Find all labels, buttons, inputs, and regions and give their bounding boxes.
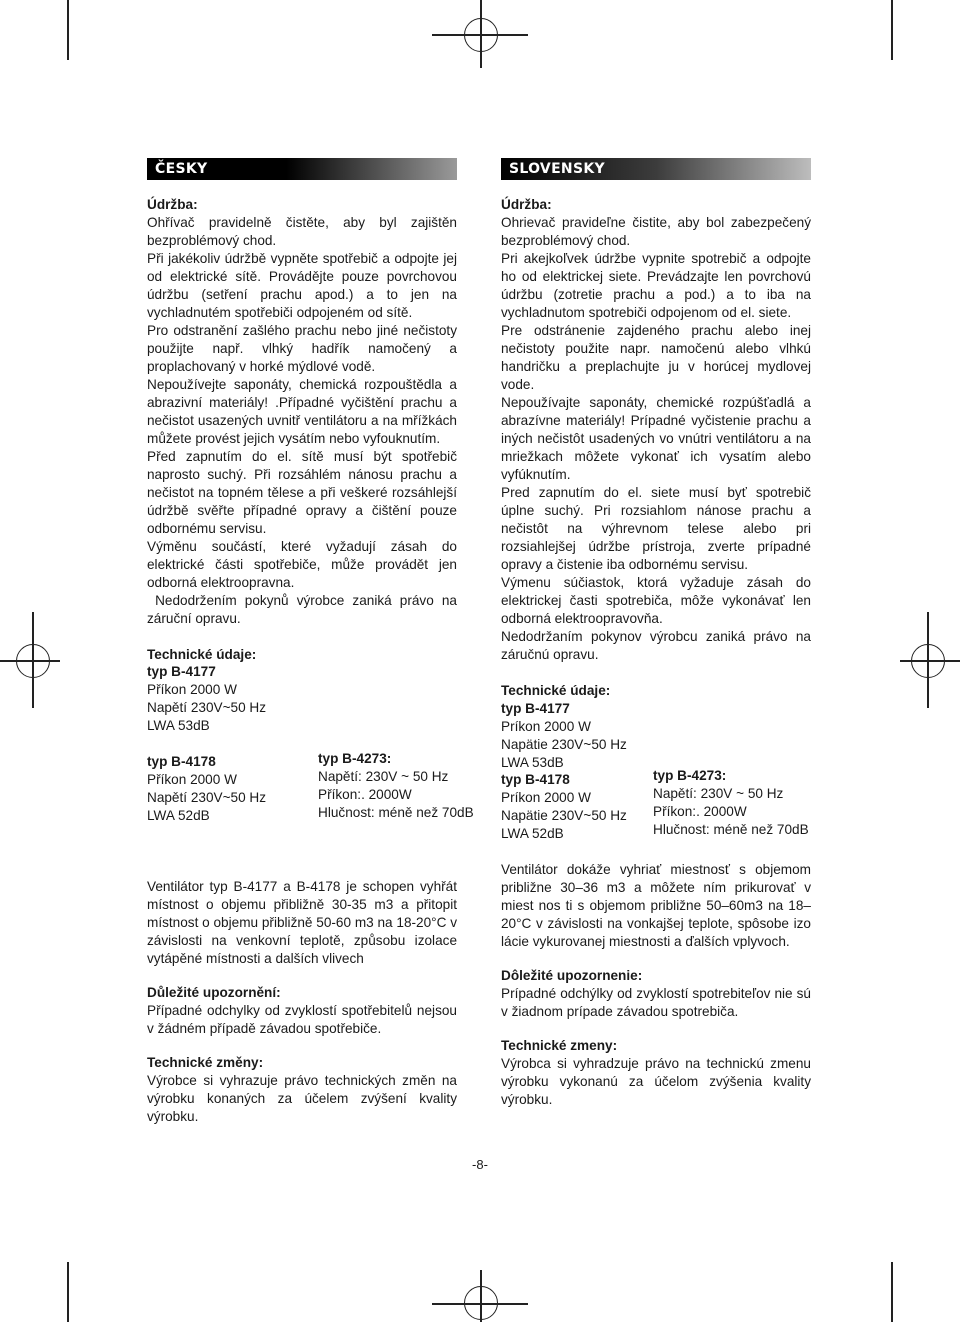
warning-text: Prípadné odchýlky od zvyklostí spotrebiteľov nie sú v žiadnom prípade závadou spotrebiča. (501, 986, 811, 1019)
maintenance-paragraph: Pri akejkoľvek údržbe vypnite spotrebič a odpojte ho od elektrickej siete. Prevádzajte len povrchovú údržbu (zotretie prachu a pod.) a to iba na vychladnutom spotrebiči odpojenom od el. siete. (501, 251, 811, 320)
spec-block-4177 (147, 663, 266, 735)
maintenance-paragraph: Při jakékoliv údržbě vypněte spotřebič a odpojte jej od elektrické sítě. Provádějte pouze povrchovou údržbu (setření prachu apod.) a to jen na vychladnutém spotřebiči odpojeném od sítě. (147, 251, 457, 320)
warning-title: Dôležité upozornenie: (501, 968, 643, 983)
spec-block-4178 (147, 753, 266, 825)
changes-text: Výrobce si vyhrazuje právo technických změn na výrobku konaných za účelem zvýšení kvality výrobku. (147, 1073, 457, 1124)
changes-text: Výrobca si vyhradzuje právo na technickú zmenu výrobku vykonanú za účelom zvýšenia kvality výrobku. (501, 1056, 811, 1107)
maintenance-paragraph: Pred zapnutím do el. siete musí byť spotrebič úplne suchý. Pri rozsiahlom nánose prachu a nečistôt na výhrevnom telese alebo pri rozsiahlejšej údržbe prístroja, zverte prípadné opravy a čistenie iba odbornému servisu. (501, 485, 811, 572)
spec-block-4178-sk (501, 771, 627, 843)
tech-specs-title: Technické údaje: (147, 647, 257, 662)
changes-title: Technické zmeny: (501, 1038, 618, 1053)
spec-model: typ B-4273: (318, 751, 392, 766)
spec-voltage: Napětí 230V~50 Hz (147, 700, 267, 715)
maintenance-paragraph: Před zapnutím do el. sítě musí být spotřebič naprosto suchý. Při rozsáhlém nánosu prachu a nečistot na topném tělese a při veškeré rozsáhlejší údržbě svěřte případné opravy a čištění pouze odbornému servisu. (147, 449, 457, 536)
spec-noise: Hlučnost: méně než 70dB (318, 805, 474, 820)
maintenance-title: Údržba: (147, 197, 198, 212)
section-header-slovak: SLOVENSKY (501, 158, 811, 180)
maintenance-paragraph: Nedodržaním pokynov výrobcu zaniká právo na záručnú opravu. (501, 629, 811, 662)
spec-noise: LWA 53dB (501, 755, 564, 770)
spec-block-4273 (318, 750, 474, 822)
spec-model: typ B-4177 (501, 701, 570, 716)
spec-noise: LWA 53dB (147, 718, 210, 733)
spec-noise: LWA 52dB (147, 808, 210, 823)
spec-voltage: Napätie 230V~50 Hz (501, 737, 627, 752)
spec-model: typ B-4178 (147, 754, 216, 769)
maintenance-paragraph: Nepoužívajte saponáty, chemické rozpúšťadlá a abrazívne materiály! Prípadné vyčistenie prachu a iných nečistôt usadených vo vnútri ventilátoru a na mriežkach môžete vykonať ich vysatím alebo vyfúknutím. (501, 395, 811, 482)
maintenance-paragraph: Nedodržením pokynů výrobce zaniká právo na záruční opravu. (147, 593, 461, 626)
czech-column (147, 158, 461, 664)
maintenance-title: Údržba: (501, 197, 552, 212)
spec-noise: LWA 52dB (501, 826, 564, 841)
slovak-footer-section (501, 861, 811, 1109)
czech-footer-section (147, 878, 457, 1126)
section-header-czech: ČESKY (147, 158, 457, 180)
spec-power: Příkon:. 2000W (653, 804, 747, 819)
spec-voltage: Napětí: 230V ~ 50 Hz (653, 786, 784, 801)
spec-power: Příkon 2000 W (147, 682, 237, 697)
spec-voltage: Napětí 230V~50 Hz (147, 790, 267, 805)
spec-block-4273-sk (653, 767, 809, 839)
spec-model: typ B-4273: (653, 768, 727, 783)
spec-voltage: Napětí: 230V ~ 50 Hz (318, 769, 449, 784)
crop-mark (891, 1262, 893, 1322)
spec-power: Příkon 2000 W (147, 772, 237, 787)
page-number: -8- (472, 1157, 488, 1172)
crop-mark (67, 1262, 69, 1322)
spec-voltage: Napätie 230V~50 Hz (501, 808, 627, 823)
maintenance-paragraph: Ohrievač pravideľne čistite, aby bol zabezpečený bezproblémový chod. (501, 215, 811, 248)
tech-specs-title: Technické údaje: (501, 683, 611, 698)
spec-power: Príkon 2000 W (501, 790, 591, 805)
changes-title: Technické změny: (147, 1055, 264, 1070)
spec-model: typ B-4178 (501, 772, 570, 787)
ventilator-capacity-text: Ventilátor dokáže vyhriať miestnosť s objemom približne 30–36 m3 a môžete ním prikurovať v miest nos ti s objemom približne 50–60m3 na 18–20°C v závislosti na vonkajšej teplote, spôsobe izo lácie vykurovanej miestnosti a ďalších vplyvoch. (501, 862, 811, 949)
slovak-column (501, 158, 811, 772)
warning-title: Důležité upozornění: (147, 985, 281, 1000)
maintenance-paragraph: Nepoužívejte saponáty, chemická rozpouštědla a abrazivní materiály! .Případné vyčištění prachu a nečistot usazených uvnitř ventilátoru a na mřížkách můžete provést jejich vysátím nebo vyfouknutím. (147, 377, 457, 446)
warning-text: Případné odchylky od zvyklostí spotřebitelů nejsou v žádném případě závadou spotřebiče. (147, 1003, 457, 1036)
maintenance-paragraph: Ohřívač pravidelně čistěte, aby byl zajištěn bezproblémový chod. (147, 215, 457, 248)
crop-mark (67, 0, 69, 60)
spec-noise: Hlučnost: méně než 70dB (653, 822, 809, 837)
maintenance-paragraph: Výmenu súčiastok, ktorá vyžaduje zásah do elektrickej časti spotrebiča, môže vykonávať len odborná elektroopravovňa. (501, 575, 811, 626)
maintenance-paragraph: Pre odstránenie zajdeného prachu alebo inej nečistoty použite napr. namočenú alebo vlhkú handričku a preplachujte ju v horúcej mydlovej vode. (501, 323, 811, 392)
spec-power: Příkon:. 2000W (318, 787, 412, 802)
maintenance-paragraph: Výměnu součástí, které vyžadují zásah do elektrické části spotřebiče, může provádět jen odborná elektroopravna. (147, 539, 457, 590)
maintenance-paragraph: Pro odstranění zašlého prachu nebo jiné nečistoty použijte např. vlhký hadřík namočený a proplachovaný v horké mýdlové vodě. (147, 323, 457, 374)
crop-mark (891, 0, 893, 60)
ventilator-capacity-text: Ventilátor typ B-4177 a B-4178 je schopen vyhřát místnost o objemu přibližně 30-35 m3 a přitopit místnost o objemu přibližně 50-60 m3 na 18-20°C v závislosti na venkovní teplotě, způsobu izolace vytápěné místnosti a dalších vlivech (147, 879, 457, 966)
spec-power: Príkon 2000 W (501, 719, 591, 734)
spec-model: typ B-4177 (147, 664, 216, 679)
